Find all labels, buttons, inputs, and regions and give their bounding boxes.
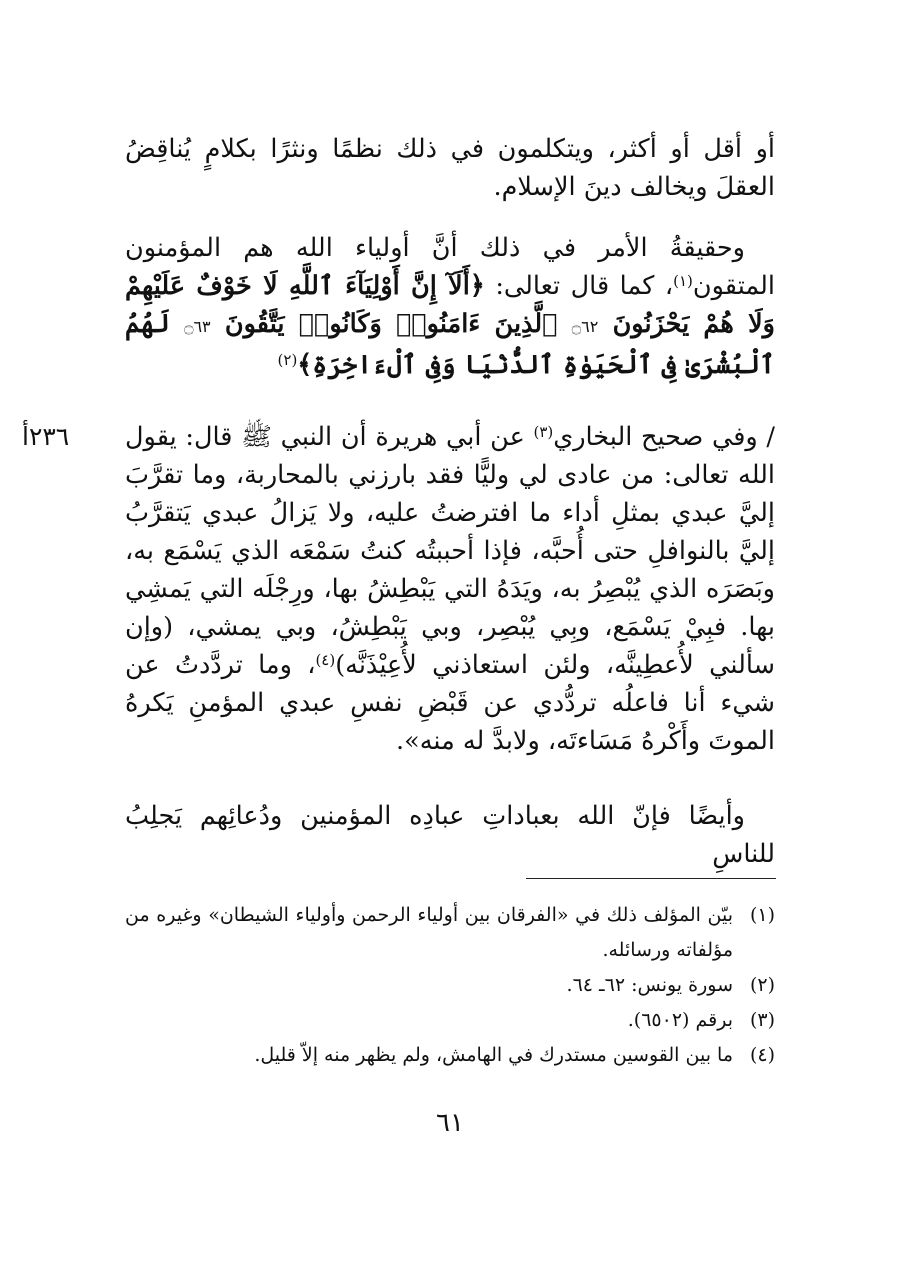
footnote-text: سورة يونس: ٦٢ـ ٦٤. [566, 974, 733, 996]
footnotes [125, 898, 775, 1073]
paragraph-3 [125, 418, 775, 760]
footnote-number: (٣) [749, 1009, 775, 1031]
hadith-text: عن أبي هريرة أن النبي ﷺ قال: يقول الله تعالى: من عادى لي وليًّا فقد بارزني بالمحاربة، وما تقرَّبَ إليَّ عبدي بمثلِ أداء ما افترضتُ عليه، ولا يَزالُ عبدي يَتقرَّبُ إليَّ بالنوافلِ حتى أُحبَّه، فإذا أحببتُه كنتُ سَمْعَه الذي يَسْمَع به، وبَصَرَه الذي يُبْصِرُ به، ويَدَهُ التي يَبْطِشُ بها، ورِجْلَه التي يَمشِي بها. فبِيْ يَسْمَع، وبِي يُبْصِر، وبي يَبْطِشُ، وبي يمشي، (وإن سألني لأُعطِينَّه، ولئن استعاذني لأُعِيْذَنَّه) [125, 422, 775, 680]
quran-open-bracket: ﴿ [469, 271, 485, 301]
footnote-2 [125, 968, 775, 1003]
footnote-3 [125, 1003, 775, 1038]
manuscript-folio-note: ٢٣٦أ [22, 422, 70, 451]
quran-close-bracket: ﴾ [297, 350, 313, 380]
quran-verse-63: ٱلَّذِينَ ءَامَنُوا۟ وَكَانُوا۟ يَتَّقُونَ [224, 309, 558, 339]
paragraph-3-start: / وفي صحيح البخاري [553, 422, 775, 452]
footnote-separator [526, 878, 776, 879]
quran-verse-62: أَلَآ إِنَّ أَوْلِيَآءَ ٱللَّهِ لَا خَوْفٌ عَلَيْهِمْ وَلَا هُمْ يَحْزَنُونَ [125, 271, 775, 339]
footnote-number: (١) [749, 904, 775, 926]
footnote-ref-2[interactable]: (٢) [277, 351, 298, 369]
paragraph-4-text: وأيضًا فإنّ الله بعباداتِ عبادِه المؤمنين ودُعائِهم يَجلِبُ للناسِ [125, 801, 775, 869]
footnote-ref-4[interactable]: (٤) [315, 651, 336, 669]
ayah-marker-63: ۝٦٣ [184, 317, 211, 336]
page-number: ٦١ [436, 1108, 464, 1138]
footnote-text: برقم (٦٥٠٢). [627, 1009, 733, 1031]
ayah-marker-62: ۝٦٢ [571, 317, 599, 336]
paragraph-2 [125, 229, 775, 384]
footnote-ref-1[interactable]: (١) [673, 272, 693, 290]
footnote-number: (٢) [749, 974, 775, 996]
paragraph-2-lead: ، كما قال تعالى: [484, 271, 674, 301]
hadith-text-end: ، وما تردَّدتُ عن شيء أنا فاعلُه تردُّدي عن قَبْضِ نفسِ عبدي المؤمنِ يَكرهُ الموتَ وأَكْرهُ مَسَاءتَه، ولابدَّ له منه». [125, 650, 775, 756]
paragraph-1 [125, 130, 775, 206]
footnote-4 [125, 1038, 775, 1073]
paragraph-4 [125, 797, 775, 873]
footnote-text: بيّن المؤلف ذلك في «الفرقان بين أولياء الرحمن وأولياء الشيطان» وغيره من مؤلفاته ورسائله. [125, 904, 733, 961]
footnote-text: ما بين القوسين مستدرك في الهامش، ولم يظهر منه إلاّ قليل. [254, 1044, 733, 1066]
footnote-ref-3[interactable]: (٣) [533, 423, 554, 441]
quran-verse-64: لَهُمُ ٱلْبُشْرَىٰ فِى ٱلْحَيَوٰةِ ٱلدُّنْيَا وَفِى ٱلْءَاخِرَةِ [125, 309, 775, 380]
footnote-number: (٤) [749, 1044, 775, 1066]
footnote-1 [125, 898, 775, 968]
paragraph-1-text: أو أقل أو أكثر، ويتكلمون في ذلك نظمًا ونثرًا بكلامٍ يُناقِضُ العقلَ ويخالف دينَ الإسلام. [125, 134, 775, 202]
paragraph-2-intro: وحقيقةُ الأمر في ذلك أنَّ أولياء الله هم المؤمنون المتقون [125, 233, 775, 301]
